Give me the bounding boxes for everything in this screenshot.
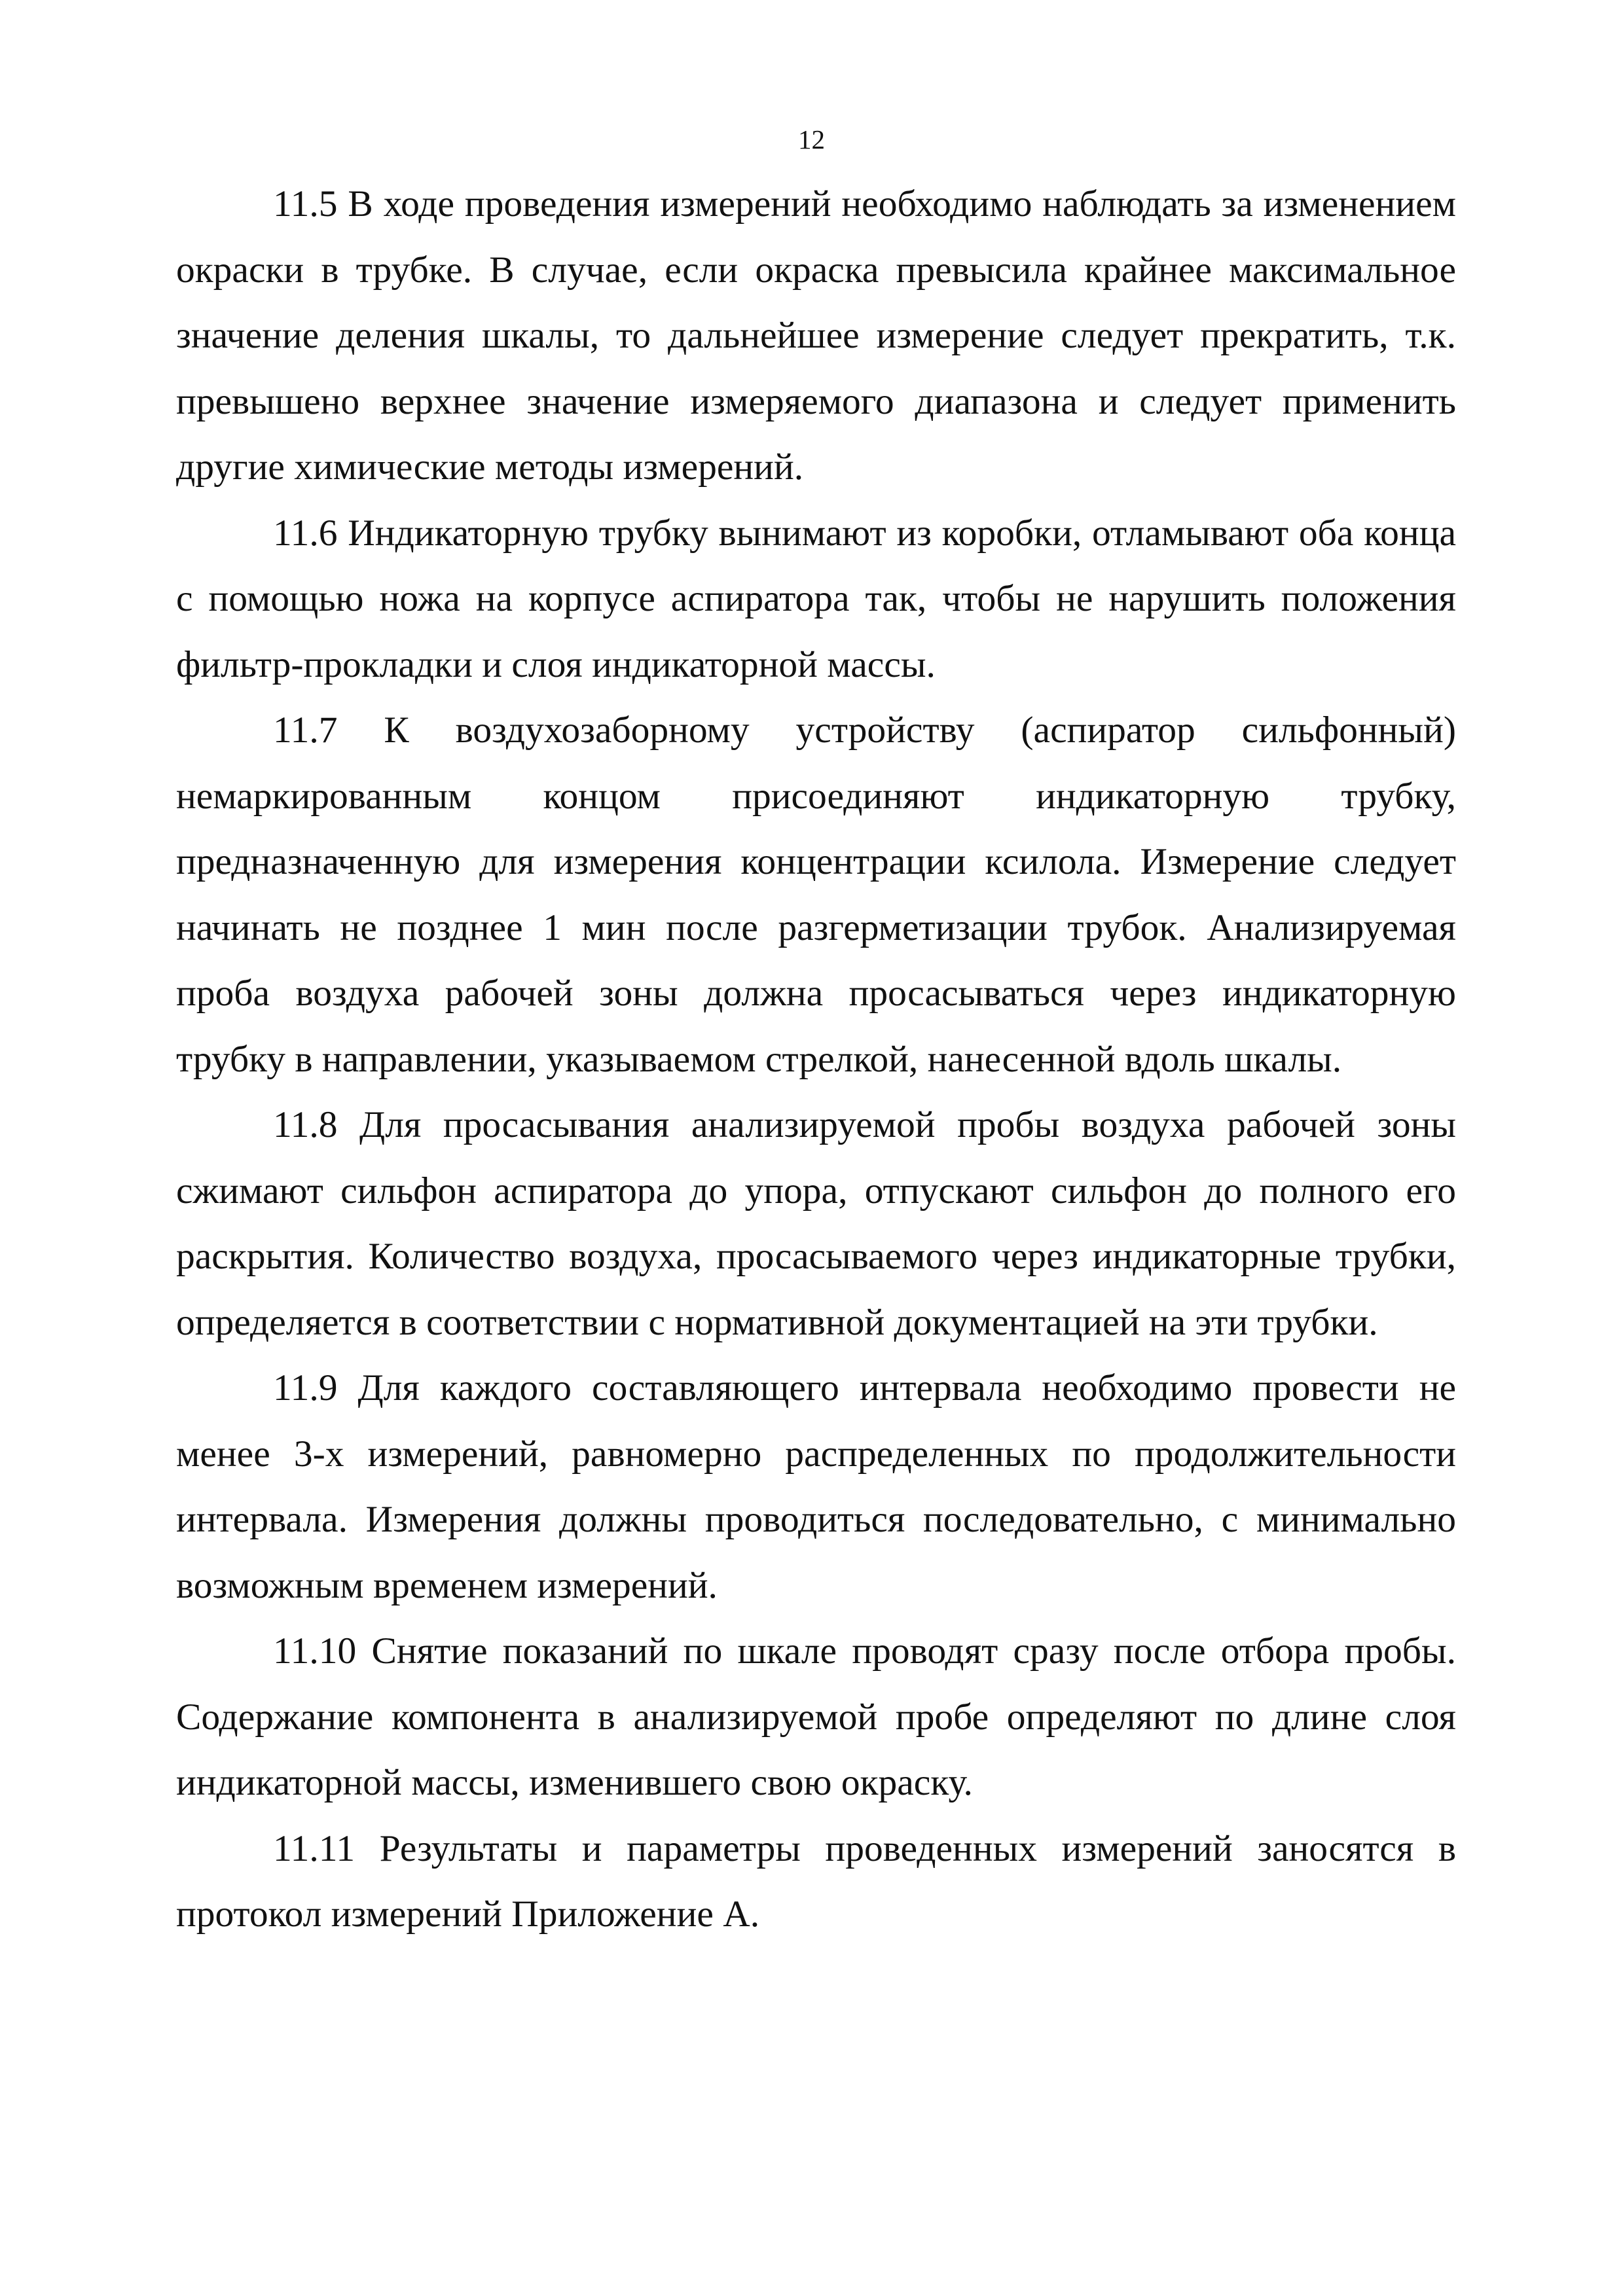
page-number: 12: [798, 124, 825, 154]
document-body: [176, 171, 1456, 1948]
paragraph-11-8: 11.8 Для просасывания анализируемой пробы воздуха рабочей зоны сжимают сильфон аспиратора до упора, отпускают сильфон до полного его раскрытия. Количество воздуха, просасываемого через индикаторные трубки, определяется в соответствии с нормативной документацией на эти трубки.: [176, 1104, 1456, 1343]
paragraph-11-10: 11.10 Снятие показаний по шкале проводят сразу после отбора пробы. Содержание компонента в анализируемой пробе определяют по длине слоя индикаторной массы, изменившего свою окраску.: [176, 1630, 1456, 1803]
paragraph-11-7: 11.7 К воздухозаборному устройству (аспиратор сильфонный) немаркированным концом присоединяют индикаторную трубку, предназначенную для измерения концентрации ксилола. Измерение следует начинать не позднее 1 мин после разгерметизации трубок. Анализируемая проба воздуха рабочей зоны должна просасываться через индикаторную трубку в направлении, указываемом стрелкой, нанесенной вдоль шкалы.: [176, 709, 1456, 1080]
paragraph-11-11: 11.11 Результаты и параметры проведенных измерений заносятся в протокол измерений Приложение А.: [176, 1827, 1456, 1935]
paragraph-11-6: 11.6 Индикаторную трубку вынимают из коробки, отламывают оба конца с помощью ножа на корпусе аспиратора так, чтобы не нарушить положения фильтр-прокладки и слоя индикаторной массы.: [176, 512, 1456, 685]
paragraph-11-5: 11.5 В ходе проведения измерений необходимо наблюдать за изменением окраски в трубке. В случае, если окраска превысила крайнее максимальное значение деления шкалы, то дальнейшее измерение следует прекратить, т.к. превышено верхнее значение измеряемого диапазона и следует применить другие химические методы измерений.: [176, 183, 1456, 488]
paragraph-11-9: 11.9 Для каждого составляющего интервала необходимо провести не менее 3-х измерений, равномерно распределенных по продолжительности интервала. Измерения должны проводиться последовательно, с минимально возможным временем измерений.: [176, 1367, 1456, 1606]
